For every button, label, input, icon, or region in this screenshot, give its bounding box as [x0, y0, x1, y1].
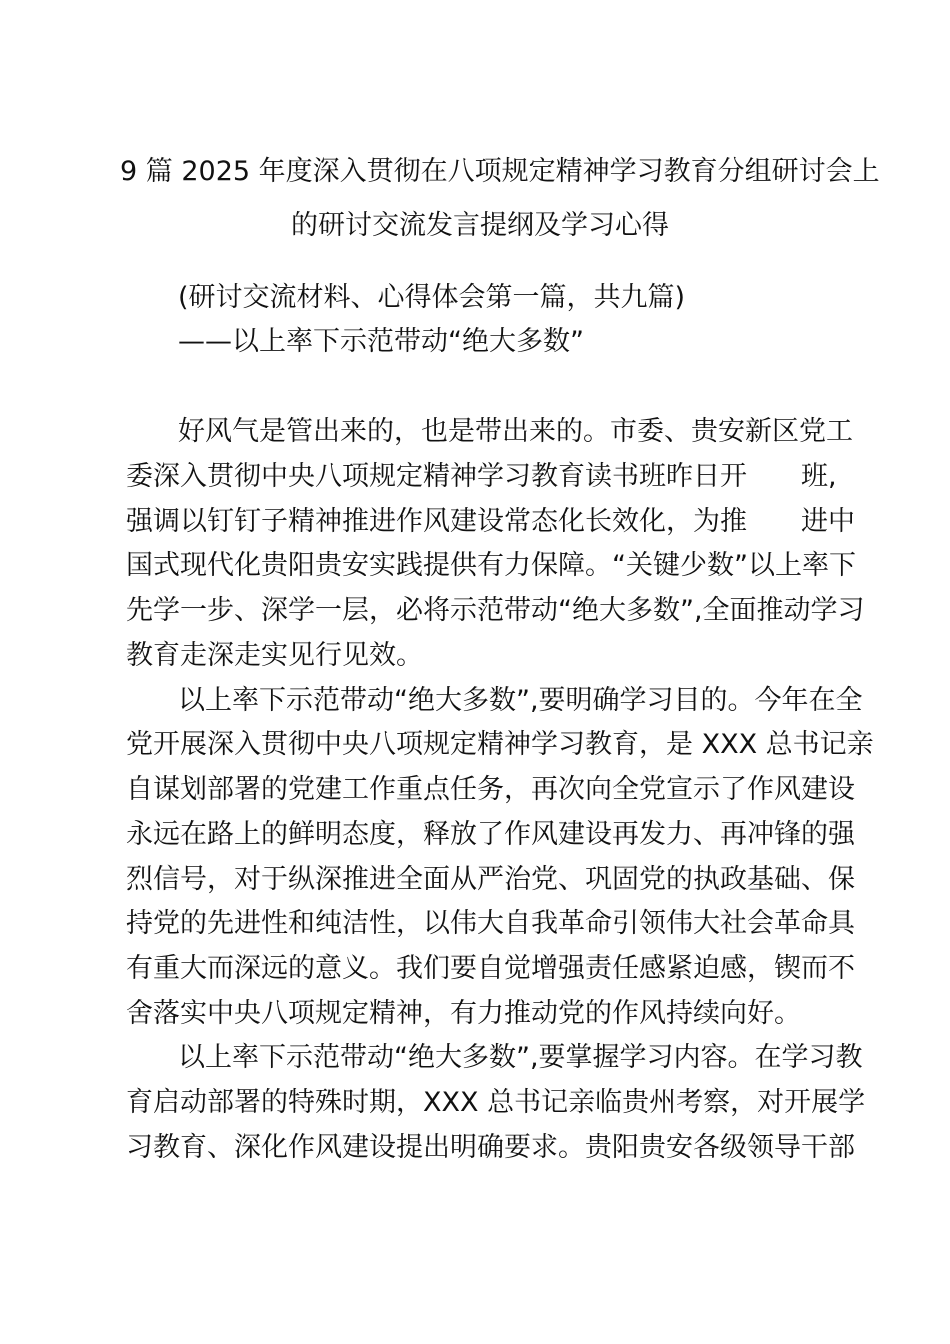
document-subtitle-theme: ——以上率下示范带动“绝大多数”: [178, 326, 584, 357]
paragraph-line: 委深入贯彻中央八项规定精神学习教育读书班昨日开 班,: [126, 461, 837, 492]
paragraph-line: 烈信号，对于纵深推进全面从严治党、巩固党的执政基础、保: [126, 864, 855, 895]
paragraph-line: 永远在路上的鲜明态度，释放了作风建设再发力、再冲锋的强: [126, 819, 855, 850]
document-title-line-2: 的研讨交流发言提纲及学习心得: [291, 210, 669, 241]
paragraph-line: 持党的先进性和纯洁性，以伟大自我革命引领伟大社会革命具: [126, 908, 855, 939]
paragraph-line: 国式现代化贵阳贵安实践提供有力保障。“关键少数”以上率下: [126, 550, 856, 581]
paragraph-line: 有重大而深远的意义。我们要自觉增强责任感紧迫感，锲而不: [126, 953, 855, 984]
document-title-line-1: 9 篇 2025 年度深入贯彻在八项规定精神学习教育分组研讨会上: [120, 156, 880, 187]
paragraph-line: 以上率下示范带动“绝大多数”,要明确学习目的。今年在全: [178, 685, 863, 716]
paragraph-line: 育启动部署的特殊时期，XXX 总书记亲临贵州考察，对开展学: [126, 1087, 866, 1118]
paragraph-line: 习教育、深化作风建设提出明确要求。贵阳贵安各级领导干部: [126, 1132, 855, 1163]
paragraph-line: 党开展深入贯彻中央八项规定精神学习教育，是 XXX 总书记亲: [126, 729, 874, 760]
paragraph-line: 先学一步、深学一层，必将示范带动“绝大多数”,全面推动学习: [126, 595, 865, 626]
paragraph-line: 舍落实中央八项规定精神，有力推动党的作风持续向好。: [126, 998, 801, 1029]
paragraph-line: 以上率下示范带动“绝大多数”,要掌握学习内容。在学习教: [178, 1042, 863, 1073]
document-subtitle-series: (研讨交流材料、心得体会第一篇，共九篇): [178, 282, 686, 313]
paragraph-line: 教育走深走实见行见效。: [126, 640, 423, 671]
paragraph-line: 强调以钉钉子精神推进作风建设常态化长效化，为推 进中: [126, 506, 855, 537]
paragraph-line: 自谋划部署的党建工作重点任务，再次向全党宣示了作风建设: [126, 774, 855, 805]
paragraph-line: 好风气是管出来的，也是带出来的。市委、贵安新区党工: [178, 416, 853, 447]
